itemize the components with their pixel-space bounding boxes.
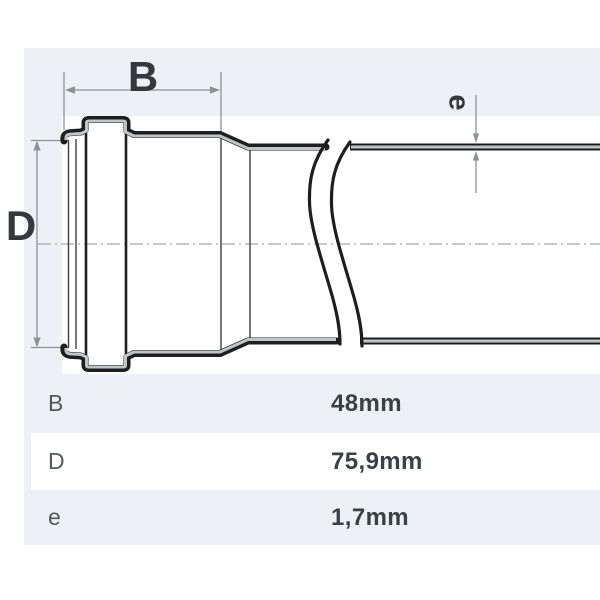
pipe-wall-bottom (64, 340, 600, 369)
pipe-wall-top (64, 120, 600, 149)
pipe-break-lines (309, 140, 362, 346)
spec-value-d: 75,9mm (331, 447, 423, 475)
spec-label-d: D (48, 448, 65, 474)
spec-row-e (24, 490, 600, 545)
spec-row-b (24, 374, 600, 433)
dim-label-d: D (5, 202, 37, 249)
dim-label-b: B (127, 53, 159, 100)
spec-label-b: B (48, 390, 64, 416)
spec-row-d (24, 433, 600, 490)
spec-label-e: e (48, 504, 62, 530)
dim-label-e: e (442, 94, 475, 111)
spec-value-e: 1,7mm (331, 503, 410, 531)
spec-value-b: 48mm (331, 389, 402, 417)
